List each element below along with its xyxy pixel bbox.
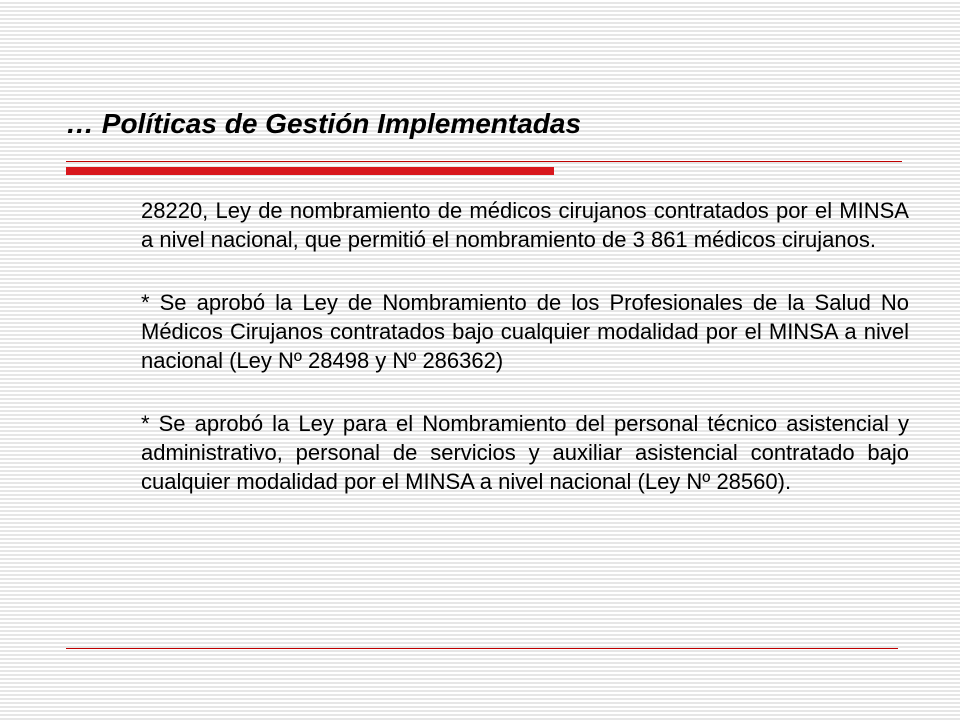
- paragraph-ley-28220: 28220, Ley de nombramiento de médicos cirujanos contratados por el MINSA a nivel nacional, que permitió el nombramiento de 3 861 médicos cirujanos.: [141, 198, 909, 252]
- footer-divider: [66, 648, 898, 649]
- paragraph-ley-profesionales: * Se aprobó la Ley de Nombramiento de los Profesionales de la Salud No Médicos Cirujanos contratados bajo cualquier modalidad por el MINSA a nivel nacional (Ley Nº 28498 y Nº 286362): [141, 290, 909, 373]
- paragraph-ley-personal-tecnico: * Se aprobó la Ley para el Nombramiento del personal técnico asistencial y administrativo, personal de servicios y auxiliar asistencial contratado bajo cualquier modalidad por el MINSA a nivel nacional (Ley Nº 28560).: [141, 411, 909, 494]
- title-divider-accent: [66, 167, 554, 175]
- slide-title: … Políticas de Gestión Implementadas: [66, 108, 582, 139]
- title-divider-thin: [66, 161, 902, 162]
- slide-body: [141, 196, 909, 530]
